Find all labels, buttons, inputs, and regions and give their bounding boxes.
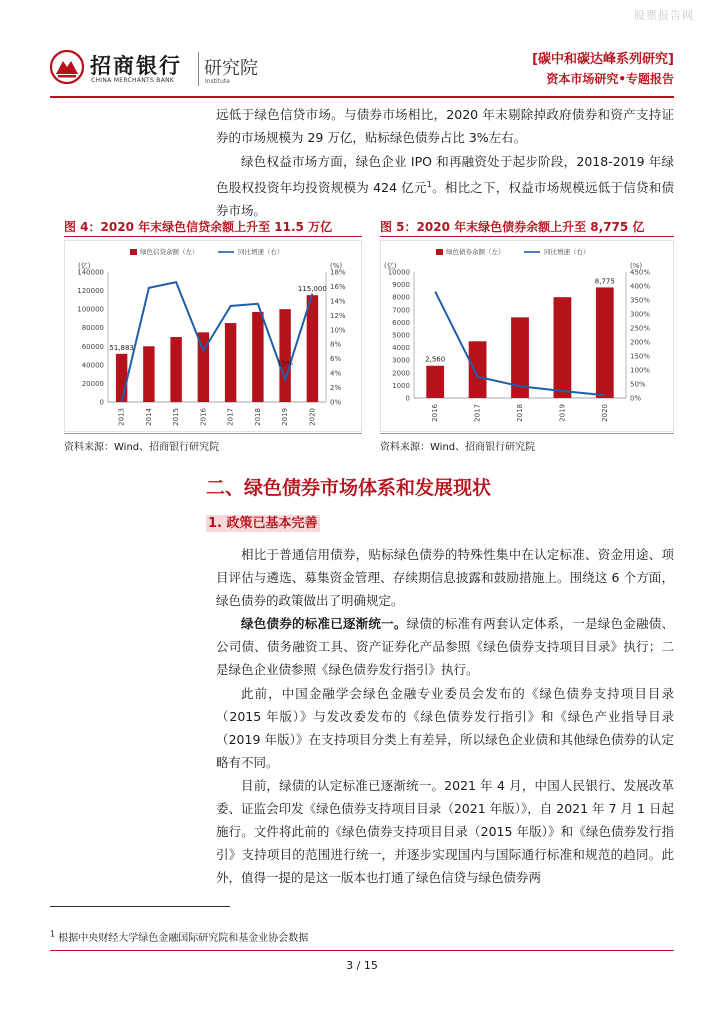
paragraph-5: 此前，中国金融学会绿色金融专业委员会发布的《绿色债券支持项目目录（2015 年版）》与发改委发布的《绿色债券发行指引》和《绿色产业指导目录（2019 年版）》在支持项目分类上有差异，所以绿色企业债和其他绿色债券的认定略有不同。 — [216, 686, 674, 770]
bar — [426, 366, 444, 398]
y-right-tick-label: 6% — [330, 355, 342, 364]
bar — [469, 341, 487, 398]
legend-bar-label: 绿色信贷余额（左） — [140, 248, 199, 256]
y-right-tick-label: 8% — [330, 340, 342, 349]
subsection-heading-text: 1. 政策已基本完善 — [208, 516, 318, 531]
figure-5-chart — [380, 240, 674, 432]
footer-rule — [50, 950, 674, 951]
y-left-tick-label: 60000 — [81, 342, 104, 351]
paragraph-4 — [216, 612, 674, 681]
x-tick-label: 2017 — [473, 404, 482, 422]
report-series: [碳中和碳达峰系列研究] — [532, 52, 674, 67]
figure-5-title: 图 5：2020 年末绿色债券余额上升至 8,775 亿 — [380, 220, 645, 234]
y-right-tick-label: 200% — [630, 338, 651, 347]
bank-name-en: CHINA MERCHANTS BANK — [91, 77, 175, 84]
bar — [307, 295, 318, 402]
x-tick-label: 2018 — [516, 404, 524, 422]
footnote-ref: 1 — [426, 180, 432, 189]
left-axis-unit: (亿) — [78, 262, 91, 270]
data-label: 51,883 — [109, 343, 134, 352]
y-left-tick-label: 80000 — [81, 324, 104, 333]
left-axis-unit: (亿) — [384, 262, 397, 270]
bar — [170, 337, 181, 402]
paragraph-2-text-a: 绿色权益市场方面，绿色企业 IPO 和再融资处于起步阶段，2018-2019 年绿色股权投资年均投资规模为 424 亿元 — [216, 154, 674, 196]
data-label: 115,000 — [297, 285, 327, 294]
figure-4-source-rule — [64, 433, 362, 434]
y-left-tick-label: 10000 — [387, 268, 410, 277]
institute-name-cn: 研究院 — [204, 58, 258, 79]
figure-4-title-rule — [64, 236, 362, 237]
y-left-tick-label: 20000 — [81, 379, 104, 388]
y-left-tick-label: 0 — [99, 398, 104, 407]
right-axis-unit: (%) — [630, 262, 643, 270]
y-left-tick-label: 3000 — [392, 356, 410, 365]
y-right-tick-label: 150% — [630, 352, 651, 361]
footnote-mark: 1 — [50, 929, 56, 939]
y-left-tick-label: 8000 — [392, 293, 410, 302]
paragraph-2 — [216, 150, 674, 222]
y-left-tick-label: 1000 — [392, 381, 410, 390]
legend-line-label: 同比增速（右） — [544, 248, 590, 256]
y-left-tick-label: 2000 — [392, 369, 410, 378]
cmb-logo-icon — [50, 50, 84, 84]
y-right-tick-label: 18% — [330, 268, 346, 277]
legend-line-label: 同比增速（右） — [238, 248, 284, 256]
paragraph-2-text-b: 。相比之下，权益市场规模远低于信贷和债券市场。 — [216, 180, 674, 219]
section-heading: 二、绿色债券市场体系和发展现状 — [206, 477, 492, 499]
report-subtitle: 资本市场研究•专题报告 — [546, 72, 674, 86]
figure-4-chart — [64, 240, 362, 432]
x-tick-label: 2019 — [281, 408, 290, 426]
data-label: 8,775 — [594, 277, 615, 286]
y-left-tick-label: 140000 — [77, 268, 104, 277]
x-tick-label: 2020 — [308, 408, 317, 426]
footnote-text: 根据中央财经大学绿色金融国际研究院和基金业协会数据 — [58, 933, 309, 944]
bar — [252, 312, 263, 402]
data-label: 15% — [277, 359, 293, 368]
paragraph-6: 目前，绿债的认定标准已逐渐统一。2021 年 4 月，中国人民银行、发展改革委、证监会印发《绿色债券支持项目目录（2021 年版）》，自 2021 年 7 月 1 日起施行。文件将此前的《绿色债券支持项目目录（2015 年版）》和《绿色债券发行指引》支持项目的范围进行统一，并逐步实现国内与国际通行标准和规范的趋同。此外，值得一提的是这一版本也打通了绿色信贷与绿色债券两 — [216, 778, 674, 885]
bar — [279, 309, 290, 402]
y-right-tick-label: 250% — [630, 324, 651, 333]
footnote — [50, 929, 308, 944]
legend-bar-swatch — [436, 249, 443, 255]
y-left-tick-label: 5000 — [392, 331, 410, 340]
x-tick-label: 2016 — [431, 404, 440, 422]
data-label: 2,560 — [425, 355, 446, 364]
paragraph-3: 相比于普通信用债券，贴标绿色债券的特殊性集中在认定标准、资金用途、项目评估与遴选、募集资金管理、存续期信息披露和鼓励措施上。围绕这 6 个方面，绿色债券的政策做出了明确规定。 — [216, 547, 674, 608]
bar — [143, 346, 154, 402]
y-right-tick-label: 14% — [330, 297, 346, 306]
y-left-tick-label: 40000 — [81, 361, 104, 370]
y-left-tick-label: 120000 — [77, 287, 104, 296]
y-left-tick-label: 6000 — [392, 318, 410, 327]
paragraph-1: 远低于绿色信贷市场。与债券市场相比，2020 年末剔除掉政府债券和资产支持证券的市场规模为 29 万亿，贴标绿色债券占比 3%左右。 — [216, 107, 674, 145]
bank-name-cn: 招商银行 — [90, 53, 182, 78]
x-tick-label: 2019 — [558, 404, 567, 422]
x-tick-label: 2015 — [172, 408, 181, 426]
subsection-heading — [206, 512, 320, 531]
y-right-tick-label: 50% — [630, 380, 646, 389]
paragraph-4-lead: 绿色债券的标准已逐渐统一。 — [241, 616, 407, 631]
logo-divider — [198, 52, 199, 86]
y-left-tick-label: 0 — [405, 394, 410, 403]
figure-4-title: 图 4：2020 年末绿色信贷余额上升至 11.5 万亿 — [64, 220, 333, 234]
x-tick-label: 2017 — [226, 408, 235, 426]
y-right-tick-label: 350% — [630, 296, 651, 305]
page-number: 3 / 15 — [346, 959, 378, 972]
footnote-rule — [50, 906, 230, 907]
x-tick-label: 2016 — [199, 408, 208, 426]
figure-5-source-rule — [380, 433, 674, 434]
x-tick-label: 2018 — [253, 408, 262, 426]
bar — [596, 287, 614, 398]
y-right-tick-label: 0% — [330, 398, 342, 407]
y-left-tick-label: 7000 — [392, 306, 410, 315]
y-right-tick-label: 2% — [330, 384, 342, 393]
y-left-tick-label: 9000 — [392, 281, 410, 290]
paragraph-4-text: 绿债的标准有两套认定体系，一是绿色金融债、公司债、债务融资工具、资产证券化产品参照《绿色债券支持项目目录》执行；二是绿色企业债参照《绿色债券发行指引》执行。 — [216, 616, 674, 677]
y-right-tick-label: 450% — [630, 268, 651, 277]
figure-5-source: 资料来源：Wind、招商银行研究院 — [380, 442, 536, 453]
y-right-tick-label: 400% — [630, 282, 651, 291]
figure-5-title-rule — [380, 236, 674, 237]
bar — [116, 354, 127, 402]
legend-bar-label: 绿色债券余额（左） — [446, 248, 505, 256]
bar — [225, 323, 236, 402]
y-left-tick-label: 4000 — [392, 344, 410, 353]
y-left-tick-label: 100000 — [77, 305, 104, 314]
y-right-tick-label: 0% — [630, 394, 642, 403]
y-right-tick-label: 100% — [630, 366, 651, 375]
x-tick-label: 2020 — [600, 404, 609, 422]
y-right-tick-label: 12% — [330, 311, 346, 320]
y-right-tick-label: 300% — [630, 310, 651, 319]
header-rule — [50, 96, 674, 98]
institute-name-en: Institute — [205, 78, 230, 85]
y-right-tick-label: 10% — [330, 326, 346, 335]
report-header — [50, 44, 674, 100]
figure-4-source: 资料来源：Wind、招商银行研究院 — [64, 442, 220, 453]
y-right-tick-label: 16% — [330, 282, 346, 291]
right-axis-unit: (%) — [330, 262, 343, 270]
bar — [553, 297, 571, 398]
watermark: 股票报告网 — [634, 9, 694, 22]
y-right-tick-label: 4% — [330, 369, 342, 378]
x-tick-label: 2013 — [117, 408, 126, 426]
legend-bar-swatch — [130, 249, 137, 255]
x-tick-label: 2014 — [144, 408, 153, 426]
